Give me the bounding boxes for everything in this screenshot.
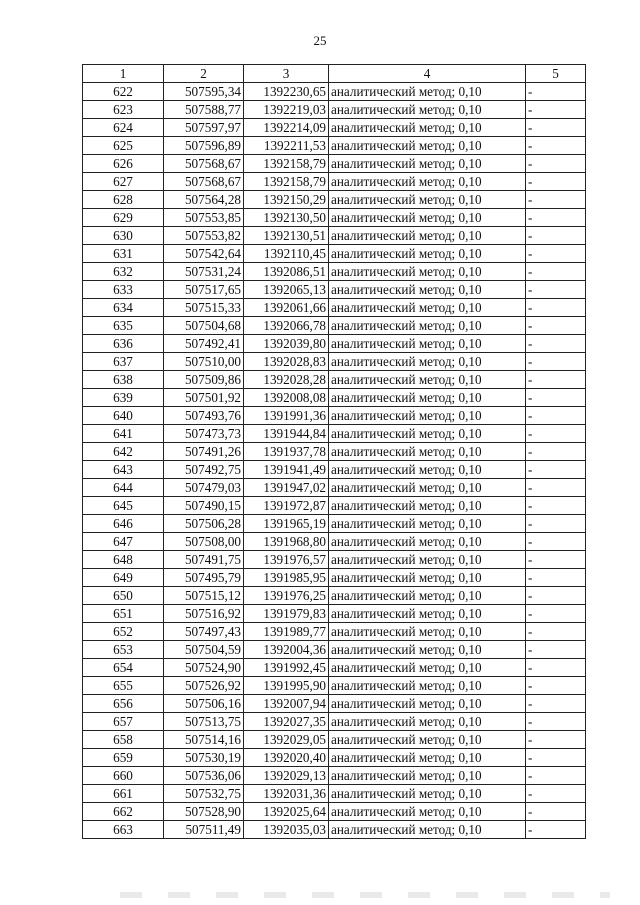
cell-point-number: 644 (83, 479, 164, 497)
cell-description: - (526, 785, 586, 803)
table-row (83, 83, 586, 101)
cell-x-coordinate: 507531,24 (164, 263, 244, 281)
cell-method-accuracy: аналитический метод; 0,10 (329, 461, 526, 479)
cell-x-coordinate: 507528,90 (164, 803, 244, 821)
cell-x-coordinate: 507491,26 (164, 443, 244, 461)
cell-description: - (526, 101, 586, 119)
cell-point-number: 624 (83, 119, 164, 137)
cell-x-coordinate: 507473,73 (164, 425, 244, 443)
coordinates-table (82, 64, 586, 839)
cell-method-accuracy: аналитический метод; 0,10 (329, 281, 526, 299)
cell-description: - (526, 191, 586, 209)
cell-y-coordinate: 1392230,65 (244, 83, 329, 101)
cell-x-coordinate: 507532,75 (164, 785, 244, 803)
cell-y-coordinate: 1392004,36 (244, 641, 329, 659)
cell-y-coordinate: 1392130,50 (244, 209, 329, 227)
table-row (83, 479, 586, 497)
column-header-x-coordinate: 2 (164, 65, 244, 83)
scan-artifact (120, 892, 610, 898)
cell-point-number: 629 (83, 209, 164, 227)
cell-method-accuracy: аналитический метод; 0,10 (329, 101, 526, 119)
cell-method-accuracy: аналитический метод; 0,10 (329, 623, 526, 641)
cell-description: - (526, 389, 586, 407)
cell-y-coordinate: 1391968,80 (244, 533, 329, 551)
cell-x-coordinate: 507504,59 (164, 641, 244, 659)
cell-x-coordinate: 507595,34 (164, 83, 244, 101)
cell-method-accuracy: аналитический метод; 0,10 (329, 245, 526, 263)
cell-x-coordinate: 507504,68 (164, 317, 244, 335)
cell-method-accuracy: аналитический метод; 0,10 (329, 155, 526, 173)
cell-y-coordinate: 1392007,94 (244, 695, 329, 713)
cell-point-number: 660 (83, 767, 164, 785)
cell-point-number: 661 (83, 785, 164, 803)
cell-method-accuracy: аналитический метод; 0,10 (329, 173, 526, 191)
cell-description: - (526, 623, 586, 641)
cell-method-accuracy: аналитический метод; 0,10 (329, 227, 526, 245)
cell-point-number: 626 (83, 155, 164, 173)
cell-point-number: 635 (83, 317, 164, 335)
column-header-point-number: 1 (83, 65, 164, 83)
cell-description: - (526, 425, 586, 443)
cell-x-coordinate: 507490,15 (164, 497, 244, 515)
cell-y-coordinate: 1391965,19 (244, 515, 329, 533)
cell-method-accuracy: аналитический метод; 0,10 (329, 83, 526, 101)
cell-y-coordinate: 1391976,25 (244, 587, 329, 605)
cell-method-accuracy: аналитический метод; 0,10 (329, 551, 526, 569)
cell-description: - (526, 371, 586, 389)
cell-method-accuracy: аналитический метод; 0,10 (329, 785, 526, 803)
cell-x-coordinate: 507536,06 (164, 767, 244, 785)
cell-y-coordinate: 1392110,45 (244, 245, 329, 263)
cell-y-coordinate: 1392066,78 (244, 317, 329, 335)
cell-y-coordinate: 1392214,09 (244, 119, 329, 137)
cell-description: - (526, 299, 586, 317)
cell-description: - (526, 245, 586, 263)
cell-description: - (526, 569, 586, 587)
cell-method-accuracy: аналитический метод; 0,10 (329, 407, 526, 425)
cell-method-accuracy: аналитический метод; 0,10 (329, 137, 526, 155)
cell-description: - (526, 407, 586, 425)
cell-method-accuracy: аналитический метод; 0,10 (329, 479, 526, 497)
table-row (83, 659, 586, 677)
cell-x-coordinate: 507495,79 (164, 569, 244, 587)
cell-description: - (526, 137, 586, 155)
cell-description: - (526, 749, 586, 767)
cell-point-number: 638 (83, 371, 164, 389)
cell-description: - (526, 443, 586, 461)
cell-method-accuracy: аналитический метод; 0,10 (329, 803, 526, 821)
cell-description: - (526, 767, 586, 785)
cell-y-coordinate: 1392008,08 (244, 389, 329, 407)
cell-x-coordinate: 507510,00 (164, 353, 244, 371)
cell-y-coordinate: 1392029,13 (244, 767, 329, 785)
cell-y-coordinate: 1391947,02 (244, 479, 329, 497)
table-row (83, 443, 586, 461)
table-row (83, 209, 586, 227)
cell-description: - (526, 587, 586, 605)
table-row (83, 317, 586, 335)
cell-point-number: 627 (83, 173, 164, 191)
table-row (83, 461, 586, 479)
column-header-method-accuracy: 4 (329, 65, 526, 83)
cell-y-coordinate: 1392025,64 (244, 803, 329, 821)
cell-y-coordinate: 1392065,13 (244, 281, 329, 299)
table-row (83, 173, 586, 191)
cell-point-number: 657 (83, 713, 164, 731)
cell-method-accuracy: аналитический метод; 0,10 (329, 821, 526, 839)
cell-description: - (526, 317, 586, 335)
cell-x-coordinate: 507524,90 (164, 659, 244, 677)
cell-y-coordinate: 1392020,40 (244, 749, 329, 767)
cell-point-number: 648 (83, 551, 164, 569)
cell-y-coordinate: 1392086,51 (244, 263, 329, 281)
cell-method-accuracy: аналитический метод; 0,10 (329, 749, 526, 767)
table-row (83, 407, 586, 425)
page-number: 25 (313, 33, 327, 48)
cell-x-coordinate: 507506,28 (164, 515, 244, 533)
cell-y-coordinate: 1391991,36 (244, 407, 329, 425)
table-header-row (83, 65, 586, 83)
cell-point-number: 623 (83, 101, 164, 119)
cell-x-coordinate: 507542,64 (164, 245, 244, 263)
cell-description: - (526, 209, 586, 227)
cell-description: - (526, 713, 586, 731)
cell-description: - (526, 533, 586, 551)
table-row (83, 245, 586, 263)
cell-method-accuracy: аналитический метод; 0,10 (329, 731, 526, 749)
cell-point-number: 663 (83, 821, 164, 839)
cell-point-number: 634 (83, 299, 164, 317)
cell-x-coordinate: 507517,65 (164, 281, 244, 299)
cell-description: - (526, 353, 586, 371)
cell-description: - (526, 173, 586, 191)
table-row (83, 227, 586, 245)
cell-method-accuracy: аналитический метод; 0,10 (329, 641, 526, 659)
cell-point-number: 636 (83, 335, 164, 353)
column-header-y-coordinate: 3 (244, 65, 329, 83)
table-row (83, 425, 586, 443)
cell-point-number: 640 (83, 407, 164, 425)
cell-x-coordinate: 507492,75 (164, 461, 244, 479)
cell-method-accuracy: аналитический метод; 0,10 (329, 263, 526, 281)
cell-point-number: 646 (83, 515, 164, 533)
cell-y-coordinate: 1391937,78 (244, 443, 329, 461)
cell-x-coordinate: 507501,92 (164, 389, 244, 407)
cell-method-accuracy: аналитический метод; 0,10 (329, 209, 526, 227)
cell-point-number: 642 (83, 443, 164, 461)
cell-y-coordinate: 1392031,36 (244, 785, 329, 803)
cell-x-coordinate: 507568,67 (164, 155, 244, 173)
cell-x-coordinate: 507513,75 (164, 713, 244, 731)
cell-description: - (526, 803, 586, 821)
table-row (83, 533, 586, 551)
cell-x-coordinate: 507479,03 (164, 479, 244, 497)
cell-description: - (526, 695, 586, 713)
table-row (83, 281, 586, 299)
table-row (83, 371, 586, 389)
table-row (83, 641, 586, 659)
cell-y-coordinate: 1391995,90 (244, 677, 329, 695)
cell-point-number: 643 (83, 461, 164, 479)
cell-y-coordinate: 1392158,79 (244, 155, 329, 173)
cell-x-coordinate: 507506,16 (164, 695, 244, 713)
cell-x-coordinate: 507493,76 (164, 407, 244, 425)
cell-method-accuracy: аналитический метод; 0,10 (329, 317, 526, 335)
cell-point-number: 652 (83, 623, 164, 641)
table-body (83, 83, 586, 839)
cell-point-number: 654 (83, 659, 164, 677)
cell-y-coordinate: 1392028,83 (244, 353, 329, 371)
table-row (83, 119, 586, 137)
table-row (83, 587, 586, 605)
table-row (83, 605, 586, 623)
cell-y-coordinate: 1392029,05 (244, 731, 329, 749)
table-row (83, 677, 586, 695)
cell-y-coordinate: 1392028,28 (244, 371, 329, 389)
cell-description: - (526, 677, 586, 695)
cell-x-coordinate: 507511,49 (164, 821, 244, 839)
cell-description: - (526, 227, 586, 245)
table-row (83, 821, 586, 839)
cell-y-coordinate: 1392130,51 (244, 227, 329, 245)
cell-x-coordinate: 507492,41 (164, 335, 244, 353)
cell-method-accuracy: аналитический метод; 0,10 (329, 515, 526, 533)
cell-point-number: 653 (83, 641, 164, 659)
cell-method-accuracy: аналитический метод; 0,10 (329, 605, 526, 623)
cell-point-number: 628 (83, 191, 164, 209)
cell-point-number: 632 (83, 263, 164, 281)
cell-method-accuracy: аналитический метод; 0,10 (329, 569, 526, 587)
cell-y-coordinate: 1391976,57 (244, 551, 329, 569)
cell-point-number: 641 (83, 425, 164, 443)
cell-x-coordinate: 507516,92 (164, 605, 244, 623)
cell-description: - (526, 281, 586, 299)
table-row (83, 299, 586, 317)
table-row (83, 335, 586, 353)
cell-y-coordinate: 1392158,79 (244, 173, 329, 191)
table-row (83, 353, 586, 371)
cell-x-coordinate: 507497,43 (164, 623, 244, 641)
cell-x-coordinate: 507596,89 (164, 137, 244, 155)
cell-method-accuracy: аналитический метод; 0,10 (329, 659, 526, 677)
cell-x-coordinate: 507509,86 (164, 371, 244, 389)
cell-method-accuracy: аналитический метод; 0,10 (329, 371, 526, 389)
table-row (83, 713, 586, 731)
cell-x-coordinate: 507508,00 (164, 533, 244, 551)
cell-description: - (526, 515, 586, 533)
cell-description: - (526, 335, 586, 353)
table-row (83, 551, 586, 569)
table-row (83, 749, 586, 767)
cell-point-number: 658 (83, 731, 164, 749)
cell-description: - (526, 119, 586, 137)
table-row (83, 623, 586, 641)
cell-description: - (526, 497, 586, 515)
cell-method-accuracy: аналитический метод; 0,10 (329, 767, 526, 785)
cell-description: - (526, 551, 586, 569)
cell-description: - (526, 263, 586, 281)
cell-point-number: 630 (83, 227, 164, 245)
cell-y-coordinate: 1391989,77 (244, 623, 329, 641)
cell-method-accuracy: аналитический метод; 0,10 (329, 389, 526, 407)
cell-method-accuracy: аналитический метод; 0,10 (329, 587, 526, 605)
cell-x-coordinate: 507526,92 (164, 677, 244, 695)
table-row (83, 497, 586, 515)
column-header-description: 5 (526, 65, 586, 83)
cell-point-number: 647 (83, 533, 164, 551)
cell-method-accuracy: аналитический метод; 0,10 (329, 695, 526, 713)
cell-point-number: 656 (83, 695, 164, 713)
cell-y-coordinate: 1391992,45 (244, 659, 329, 677)
cell-y-coordinate: 1391985,95 (244, 569, 329, 587)
cell-point-number: 637 (83, 353, 164, 371)
cell-x-coordinate: 507553,82 (164, 227, 244, 245)
cell-y-coordinate: 1392219,03 (244, 101, 329, 119)
cell-method-accuracy: аналитический метод; 0,10 (329, 443, 526, 461)
cell-x-coordinate: 507568,67 (164, 173, 244, 191)
cell-point-number: 622 (83, 83, 164, 101)
cell-point-number: 639 (83, 389, 164, 407)
cell-y-coordinate: 1391979,83 (244, 605, 329, 623)
table-row (83, 785, 586, 803)
cell-method-accuracy: аналитический метод; 0,10 (329, 299, 526, 317)
cell-description: - (526, 731, 586, 749)
cell-y-coordinate: 1392035,03 (244, 821, 329, 839)
cell-description: - (526, 461, 586, 479)
table-row (83, 191, 586, 209)
cell-x-coordinate: 507530,19 (164, 749, 244, 767)
cell-y-coordinate: 1391941,49 (244, 461, 329, 479)
table-row (83, 695, 586, 713)
table-row (83, 389, 586, 407)
cell-x-coordinate: 507515,33 (164, 299, 244, 317)
cell-x-coordinate: 507514,16 (164, 731, 244, 749)
cell-description: - (526, 821, 586, 839)
table-row (83, 263, 586, 281)
cell-point-number: 662 (83, 803, 164, 821)
cell-y-coordinate: 1392211,53 (244, 137, 329, 155)
cell-point-number: 651 (83, 605, 164, 623)
cell-x-coordinate: 507553,85 (164, 209, 244, 227)
cell-method-accuracy: аналитический метод; 0,10 (329, 335, 526, 353)
cell-point-number: 655 (83, 677, 164, 695)
cell-point-number: 631 (83, 245, 164, 263)
table-row (83, 569, 586, 587)
cell-x-coordinate: 507491,75 (164, 551, 244, 569)
table-row (83, 731, 586, 749)
cell-y-coordinate: 1392027,35 (244, 713, 329, 731)
table-row (83, 803, 586, 821)
cell-description: - (526, 479, 586, 497)
cell-description: - (526, 641, 586, 659)
cell-description: - (526, 83, 586, 101)
cell-point-number: 625 (83, 137, 164, 155)
cell-description: - (526, 155, 586, 173)
cell-method-accuracy: аналитический метод; 0,10 (329, 191, 526, 209)
cell-y-coordinate: 1391944,84 (244, 425, 329, 443)
cell-y-coordinate: 1391972,87 (244, 497, 329, 515)
cell-description: - (526, 659, 586, 677)
cell-point-number: 649 (83, 569, 164, 587)
cell-x-coordinate: 507588,77 (164, 101, 244, 119)
cell-method-accuracy: аналитический метод; 0,10 (329, 425, 526, 443)
cell-method-accuracy: аналитический метод; 0,10 (329, 713, 526, 731)
cell-y-coordinate: 1392150,29 (244, 191, 329, 209)
table-row (83, 515, 586, 533)
cell-method-accuracy: аналитический метод; 0,10 (329, 119, 526, 137)
cell-point-number: 633 (83, 281, 164, 299)
table-row (83, 155, 586, 173)
cell-x-coordinate: 507515,12 (164, 587, 244, 605)
cell-description: - (526, 605, 586, 623)
cell-method-accuracy: аналитический метод; 0,10 (329, 677, 526, 695)
cell-x-coordinate: 507564,28 (164, 191, 244, 209)
table-row (83, 137, 586, 155)
cell-method-accuracy: аналитический метод; 0,10 (329, 353, 526, 371)
cell-y-coordinate: 1392039,80 (244, 335, 329, 353)
cell-y-coordinate: 1392061,66 (244, 299, 329, 317)
cell-point-number: 650 (83, 587, 164, 605)
table-row (83, 101, 586, 119)
cell-point-number: 659 (83, 749, 164, 767)
cell-method-accuracy: аналитический метод; 0,10 (329, 497, 526, 515)
cell-method-accuracy: аналитический метод; 0,10 (329, 533, 526, 551)
cell-point-number: 645 (83, 497, 164, 515)
table-row (83, 767, 586, 785)
cell-x-coordinate: 507597,97 (164, 119, 244, 137)
